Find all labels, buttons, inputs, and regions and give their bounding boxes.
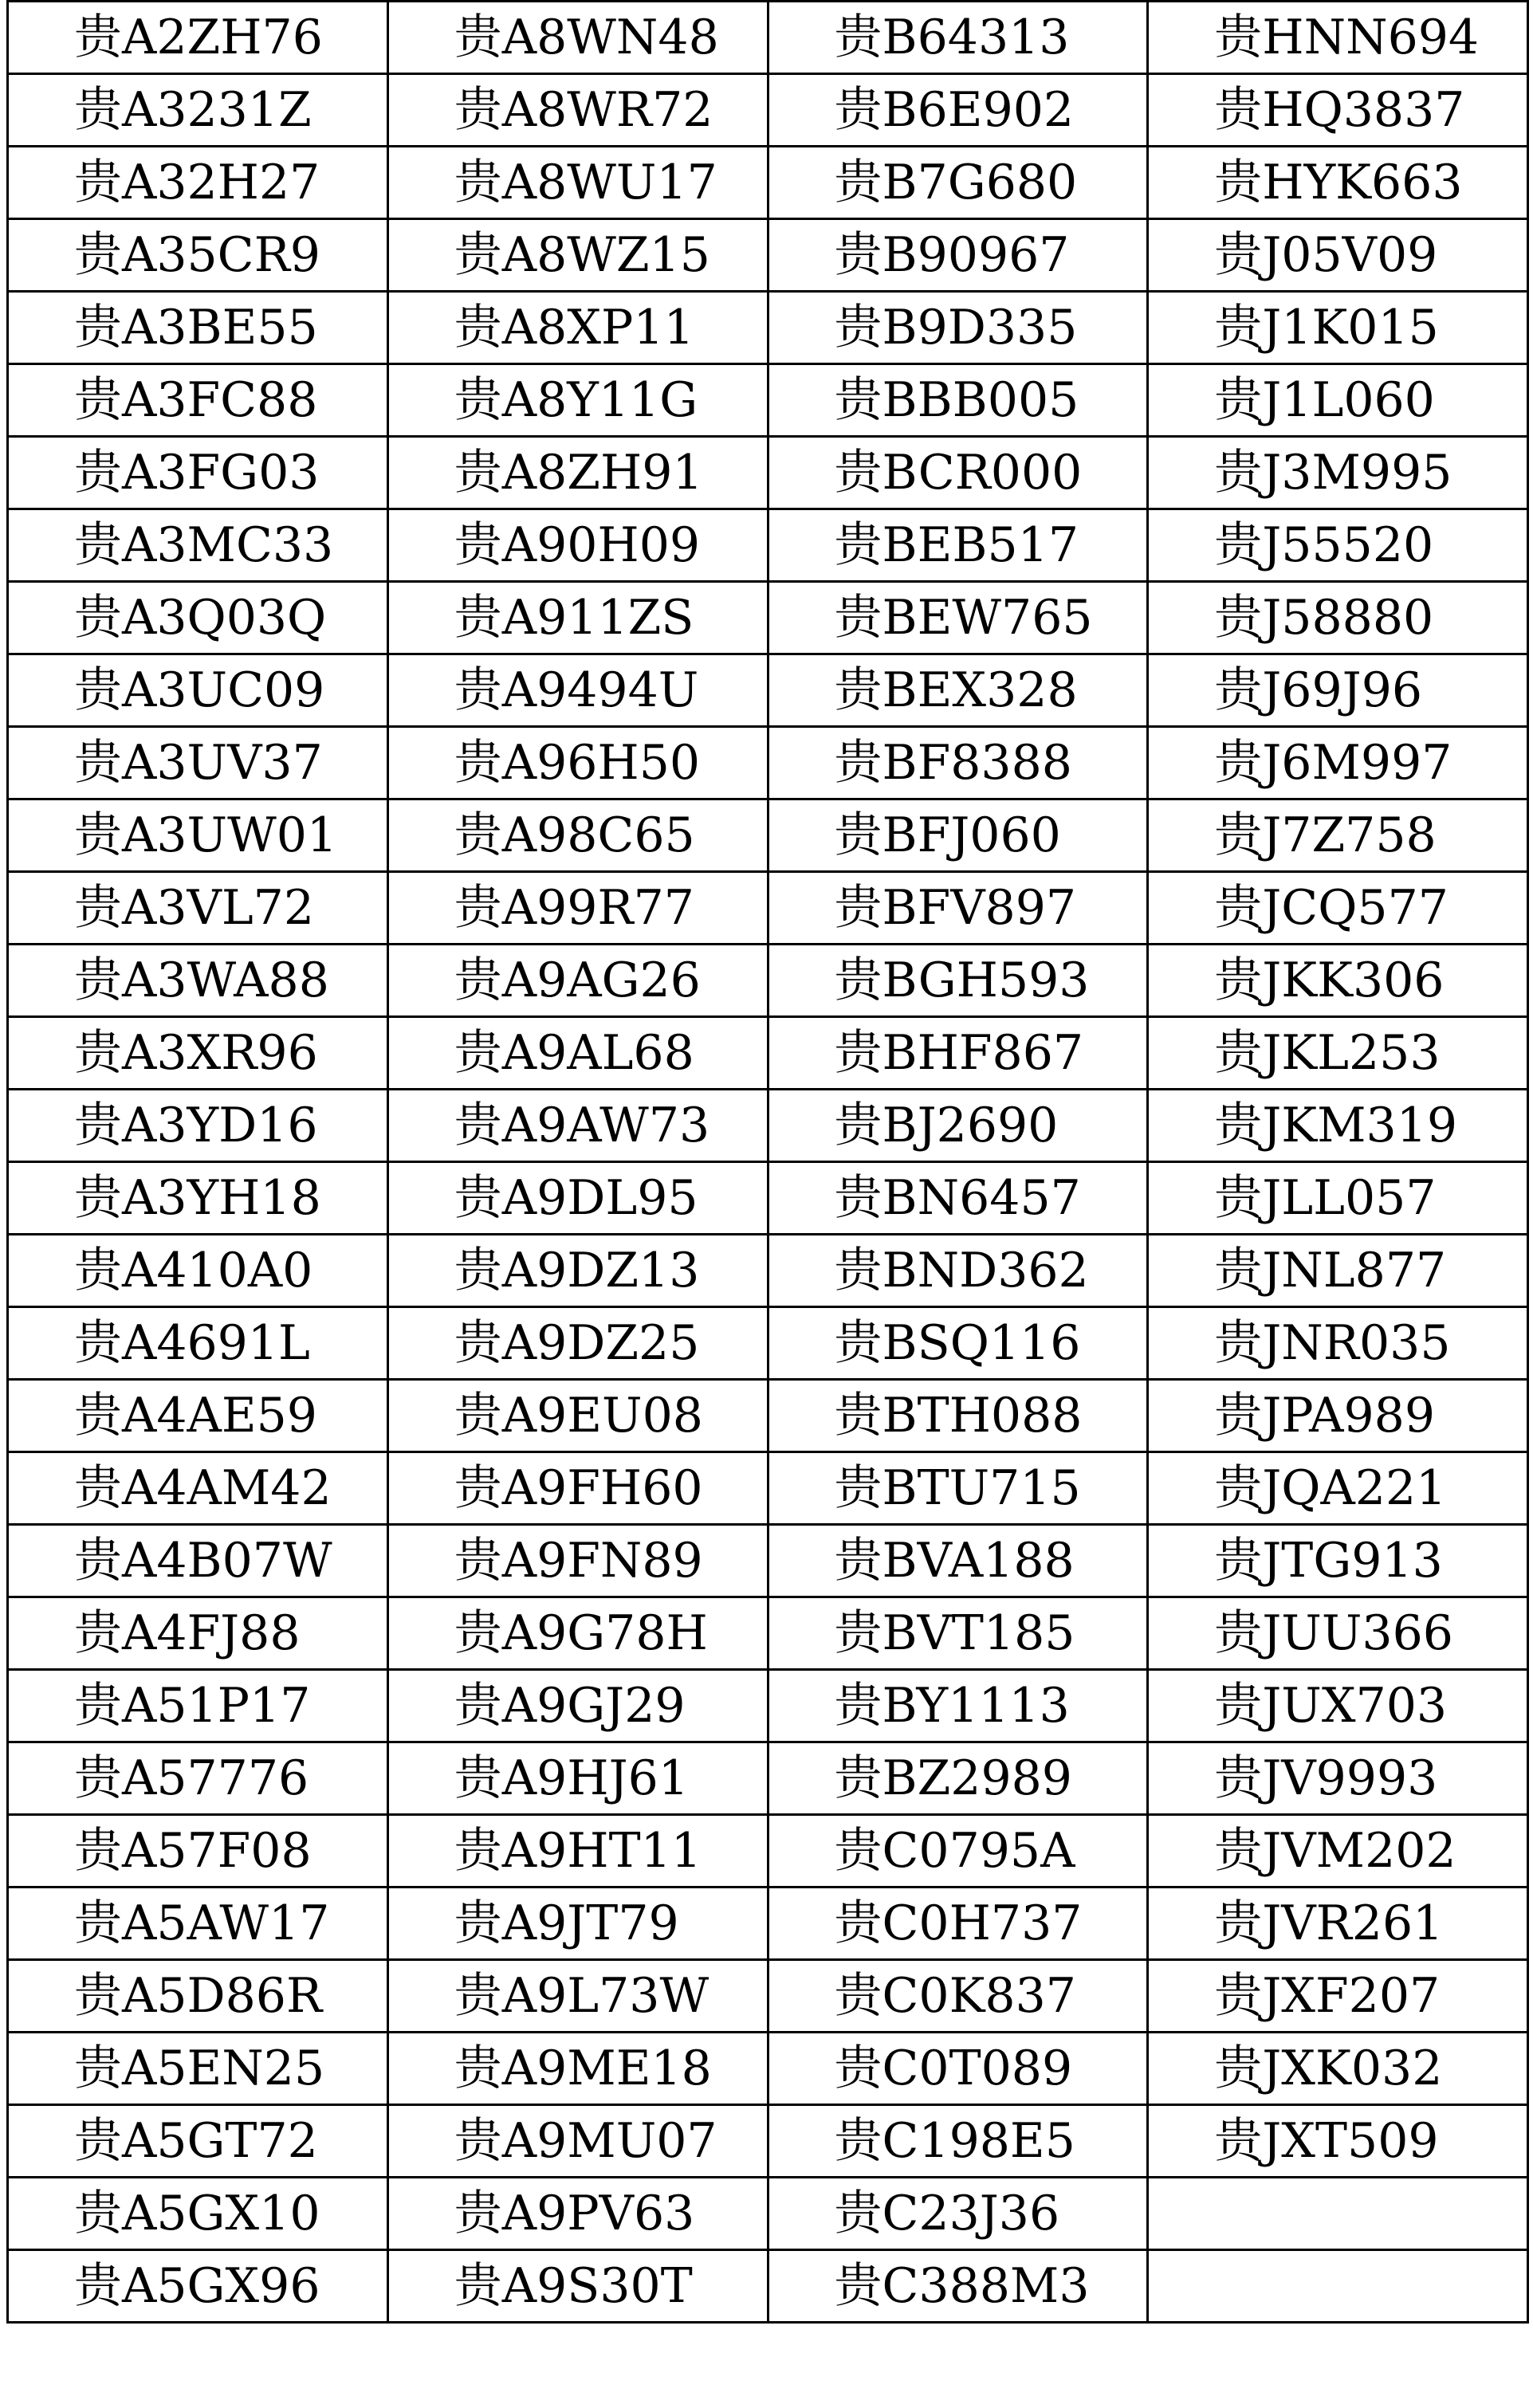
plate-cell: 贵BF8388 bbox=[768, 727, 1148, 799]
plate-cell: 贵A57F08 bbox=[8, 1815, 388, 1888]
plate-cell: 贵J69J96 bbox=[1148, 654, 1528, 727]
plate-cell: 贵A90H09 bbox=[387, 509, 768, 582]
plate-cell: 贵A3MC33 bbox=[8, 509, 388, 582]
plate-cell: 贵BEX328 bbox=[768, 654, 1148, 727]
table-row bbox=[8, 1597, 1528, 1670]
plate-cell: 贵B7G680 bbox=[768, 147, 1148, 219]
plate-cell: 贵A8XP11 bbox=[387, 292, 768, 364]
table-row bbox=[8, 1452, 1528, 1525]
table-row bbox=[8, 2250, 1528, 2323]
plate-cell: 贵J7Z758 bbox=[1148, 799, 1528, 872]
table-row bbox=[8, 147, 1528, 219]
plate-cell: 贵A9AW73 bbox=[387, 1090, 768, 1162]
plate-cell: 贵A3BE55 bbox=[8, 292, 388, 364]
table-row bbox=[8, 1307, 1528, 1380]
table-row bbox=[8, 799, 1528, 872]
plate-cell: 贵A5EN25 bbox=[8, 2033, 388, 2105]
table-row bbox=[8, 1380, 1528, 1452]
plate-cell bbox=[1148, 2250, 1528, 2323]
plate-cell: 贵A57776 bbox=[8, 1742, 388, 1815]
plate-cell: 贵A32H27 bbox=[8, 147, 388, 219]
plate-cell: 贵JLL057 bbox=[1148, 1162, 1528, 1235]
plate-cell: 贵A3UV37 bbox=[8, 727, 388, 799]
plate-cell: 贵BBB005 bbox=[768, 364, 1148, 437]
plate-cell: 贵A9PV63 bbox=[387, 2178, 768, 2250]
plate-cell: 贵C0K837 bbox=[768, 1960, 1148, 2033]
plate-cell: 贵B64313 bbox=[768, 2, 1148, 74]
plate-cell: 贵BFJ060 bbox=[768, 799, 1148, 872]
plate-cell: 贵A3231Z bbox=[8, 74, 388, 147]
plate-cell: 贵JXK032 bbox=[1148, 2033, 1528, 2105]
plate-cell: 贵JKK306 bbox=[1148, 945, 1528, 1017]
plate-cell: 贵A4AE59 bbox=[8, 1380, 388, 1452]
plate-cell: 贵J05V09 bbox=[1148, 219, 1528, 292]
plate-cell: 贵A9AL68 bbox=[387, 1017, 768, 1090]
plate-cell: 贵A4B07W bbox=[8, 1525, 388, 1597]
plate-cell: 贵A9DZ25 bbox=[387, 1307, 768, 1380]
table-row bbox=[8, 2, 1528, 74]
plate-cell: 贵A9L73W bbox=[387, 1960, 768, 2033]
table-row bbox=[8, 1670, 1528, 1742]
plate-cell: 贵A35CR9 bbox=[8, 219, 388, 292]
table-row bbox=[8, 654, 1528, 727]
plate-cell: 贵C0T089 bbox=[768, 2033, 1148, 2105]
plate-cell: 贵BFV897 bbox=[768, 872, 1148, 945]
table-row bbox=[8, 1162, 1528, 1235]
plate-cell: 贵A9JT79 bbox=[387, 1888, 768, 1960]
table-row bbox=[8, 1090, 1528, 1162]
plate-cell: 贵JV9993 bbox=[1148, 1742, 1528, 1815]
table-row bbox=[8, 872, 1528, 945]
plate-cell: 贵A9494U bbox=[387, 654, 768, 727]
table-row bbox=[8, 292, 1528, 364]
plate-cell: 贵C198E5 bbox=[768, 2105, 1148, 2178]
plate-cell: 贵C23J36 bbox=[768, 2178, 1148, 2250]
table-row bbox=[8, 1960, 1528, 2033]
table-row bbox=[8, 364, 1528, 437]
plate-cell: 贵A3UW01 bbox=[8, 799, 388, 872]
plate-cell: 贵A5D86R bbox=[8, 1960, 388, 2033]
table-row bbox=[8, 1017, 1528, 1090]
plate-cell: 贵A9ME18 bbox=[387, 2033, 768, 2105]
plate-cell: 贵A3FC88 bbox=[8, 364, 388, 437]
plate-cell: 贵J1K015 bbox=[1148, 292, 1528, 364]
plate-cell: 贵JUU366 bbox=[1148, 1597, 1528, 1670]
plate-cell: 贵A5GX96 bbox=[8, 2250, 388, 2323]
plate-cell: 贵BGH593 bbox=[768, 945, 1148, 1017]
plate-cell: 贵A4AM42 bbox=[8, 1452, 388, 1525]
plate-cell: 贵HQ3837 bbox=[1148, 74, 1528, 147]
plate-cell: 贵BJ2690 bbox=[768, 1090, 1148, 1162]
plate-cell: 贵A4691L bbox=[8, 1307, 388, 1380]
plate-cell: 贵J55520 bbox=[1148, 509, 1528, 582]
plate-cell: 贵A8WR72 bbox=[387, 74, 768, 147]
plate-cell: 贵A9DZ13 bbox=[387, 1235, 768, 1307]
plate-cell: 贵JNR035 bbox=[1148, 1307, 1528, 1380]
table-row bbox=[8, 1235, 1528, 1307]
plate-cell: 贵BY1113 bbox=[768, 1670, 1148, 1742]
plate-cell: 贵A3YH18 bbox=[8, 1162, 388, 1235]
plate-cell: 贵A3YD16 bbox=[8, 1090, 388, 1162]
plate-cell: 贵A5GT72 bbox=[8, 2105, 388, 2178]
plate-cell: 贵A3Q03Q bbox=[8, 582, 388, 654]
table-row bbox=[8, 74, 1528, 147]
plate-cell: 贵A9FH60 bbox=[387, 1452, 768, 1525]
plate-cell: 贵JKM319 bbox=[1148, 1090, 1528, 1162]
plate-cell: 贵A99R77 bbox=[387, 872, 768, 945]
plate-cell: 贵A9MU07 bbox=[387, 2105, 768, 2178]
plate-cell: 贵BEW765 bbox=[768, 582, 1148, 654]
plate-cell: 贵A9AG26 bbox=[387, 945, 768, 1017]
plate-cell: 贵A96H50 bbox=[387, 727, 768, 799]
plate-cell: 贵JQA221 bbox=[1148, 1452, 1528, 1525]
plate-cell: 贵JXT509 bbox=[1148, 2105, 1528, 2178]
plate-cell: 贵BND362 bbox=[768, 1235, 1148, 1307]
plate-cell: 贵A410A0 bbox=[8, 1235, 388, 1307]
plate-cell: 贵A9GJ29 bbox=[387, 1670, 768, 1742]
plate-cell: 贵JUX703 bbox=[1148, 1670, 1528, 1742]
plate-cell: 贵A8WU17 bbox=[387, 147, 768, 219]
plate-cell: 贵A9S30T bbox=[387, 2250, 768, 2323]
plate-cell: 贵B90967 bbox=[768, 219, 1148, 292]
plate-cell: 贵A8WZ15 bbox=[387, 219, 768, 292]
plate-cell: 贵A98C65 bbox=[387, 799, 768, 872]
plate-cell: 贵JKL253 bbox=[1148, 1017, 1528, 1090]
table-row bbox=[8, 437, 1528, 509]
plate-cell: 贵JTG913 bbox=[1148, 1525, 1528, 1597]
plate-cell: 贵BVT185 bbox=[768, 1597, 1148, 1670]
plate-cell: 贵J6M997 bbox=[1148, 727, 1528, 799]
plate-cell: 贵A4FJ88 bbox=[8, 1597, 388, 1670]
table-row bbox=[8, 1742, 1528, 1815]
plate-cell: 贵A2ZH76 bbox=[8, 2, 388, 74]
plate-cell: 贵A9DL95 bbox=[387, 1162, 768, 1235]
plate-cell: 贵BCR000 bbox=[768, 437, 1148, 509]
table-row bbox=[8, 945, 1528, 1017]
table-row bbox=[8, 727, 1528, 799]
table-row bbox=[8, 1815, 1528, 1888]
plate-cell: 贵J1L060 bbox=[1148, 364, 1528, 437]
plate-cell: 贵A5AW17 bbox=[8, 1888, 388, 1960]
plate-cell: 贵A9HT11 bbox=[387, 1815, 768, 1888]
plate-cell: 贵JVM202 bbox=[1148, 1815, 1528, 1888]
plate-cell: 贵A9FN89 bbox=[387, 1525, 768, 1597]
plate-cell: 贵B6E902 bbox=[768, 74, 1148, 147]
plate-cell: 贵JPA989 bbox=[1148, 1380, 1528, 1452]
plate-cell: 贵J58880 bbox=[1148, 582, 1528, 654]
plate-cell: 贵BZ2989 bbox=[768, 1742, 1148, 1815]
plate-cell: 贵JNL877 bbox=[1148, 1235, 1528, 1307]
plate-cell: 贵A8WN48 bbox=[387, 2, 768, 74]
plate-cell bbox=[1148, 2178, 1528, 2250]
plate-cell: 贵A8Y11G bbox=[387, 364, 768, 437]
plate-cell: 贵C0795A bbox=[768, 1815, 1148, 1888]
plate-cell: 贵C388M3 bbox=[768, 2250, 1148, 2323]
plate-cell: 贵A8ZH91 bbox=[387, 437, 768, 509]
plate-cell: 贵HYK663 bbox=[1148, 147, 1528, 219]
plate-cell: 贵BVA188 bbox=[768, 1525, 1148, 1597]
plate-cell: 贵BN6457 bbox=[768, 1162, 1148, 1235]
table-row bbox=[8, 2033, 1528, 2105]
table-row bbox=[8, 582, 1528, 654]
table-row bbox=[8, 1888, 1528, 1960]
table-row bbox=[8, 2105, 1528, 2178]
plate-cell: 贵JCQ577 bbox=[1148, 872, 1528, 945]
plate-cell: 贵JVR261 bbox=[1148, 1888, 1528, 1960]
plate-cell: 贵A9G78H bbox=[387, 1597, 768, 1670]
plate-cell: 贵BHF867 bbox=[768, 1017, 1148, 1090]
plate-cell: 贵A3XR96 bbox=[8, 1017, 388, 1090]
table-row bbox=[8, 1525, 1528, 1597]
plate-cell: 贵C0H737 bbox=[768, 1888, 1148, 1960]
plate-cell: 贵A51P17 bbox=[8, 1670, 388, 1742]
plate-cell: 贵A3FG03 bbox=[8, 437, 388, 509]
plate-cell: 贵B9D335 bbox=[768, 292, 1148, 364]
plate-cell: 贵A3UC09 bbox=[8, 654, 388, 727]
table-row bbox=[8, 219, 1528, 292]
plate-cell: 贵BTU715 bbox=[768, 1452, 1148, 1525]
table-row bbox=[8, 2178, 1528, 2250]
table-row bbox=[8, 509, 1528, 582]
plate-cell: 贵A9EU08 bbox=[387, 1380, 768, 1452]
plate-cell: 贵BSQ116 bbox=[768, 1307, 1148, 1380]
plate-cell: 贵A3WA88 bbox=[8, 945, 388, 1017]
plate-cell: 贵BEB517 bbox=[768, 509, 1148, 582]
plate-number-table bbox=[6, 0, 1529, 2324]
plate-cell: 贵A9HJ61 bbox=[387, 1742, 768, 1815]
plate-cell: 贵A3VL72 bbox=[8, 872, 388, 945]
plate-cell: 贵A911ZS bbox=[387, 582, 768, 654]
plate-cell: 贵HNN694 bbox=[1148, 2, 1528, 74]
plate-cell: 贵BTH088 bbox=[768, 1380, 1148, 1452]
plate-cell: 贵J3M995 bbox=[1148, 437, 1528, 509]
plate-cell: 贵JXF207 bbox=[1148, 1960, 1528, 2033]
plate-cell: 贵A5GX10 bbox=[8, 2178, 388, 2250]
